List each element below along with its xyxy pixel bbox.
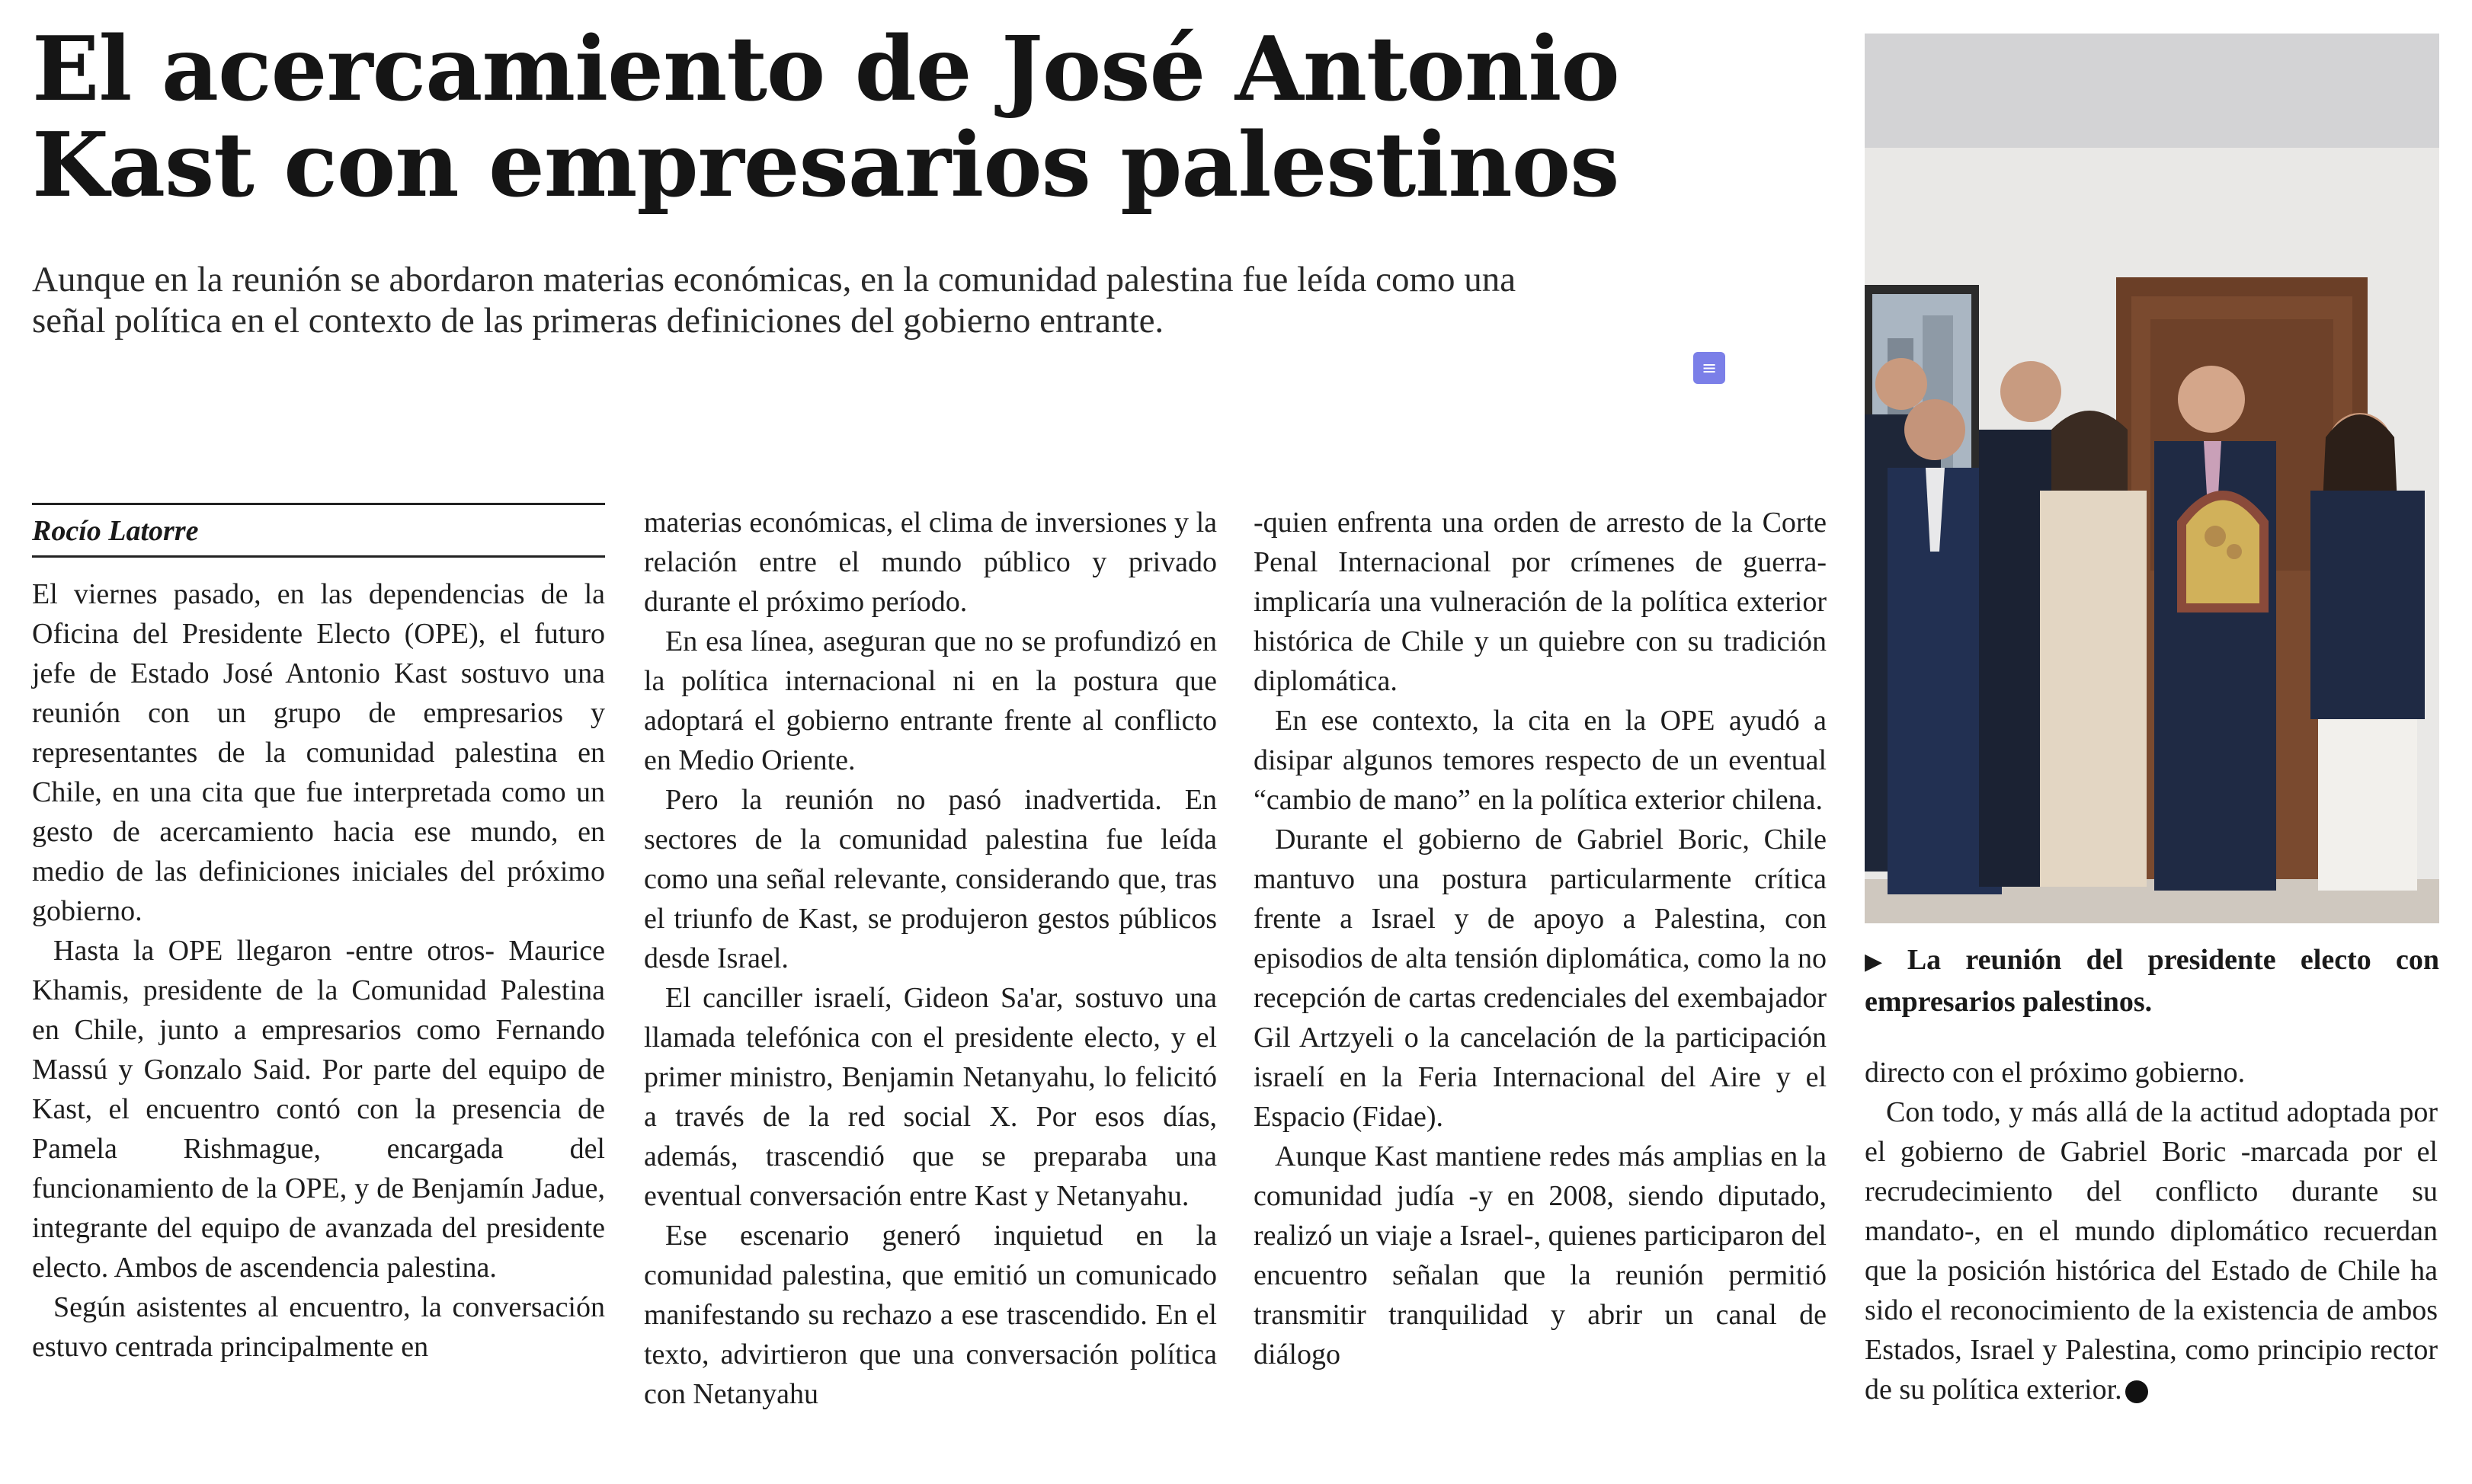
article-column-2 (644, 503, 1217, 1414)
paragraph: Según asistentes al encuentro, la conversación estuvo centrada principalmente en (32, 1291, 605, 1363)
paragraph: Hasta la OPE llegaron -entre otros- Maurice Khamis, presidente de la Comunidad Palestina en Chile, junto a empresarios como Fernando Massú y Gonzalo Said. Por parte del equipo de Kast, el encuentro contó con la presencia de Pamela Rishmague, encargada del funcionamiento de la OPE, y de Benjamín Jadue, integrante del equipo de avanzada del presidente electo. Ambos de ascendencia palestina. (32, 935, 605, 1284)
byline-rule (32, 503, 605, 558)
caption-text: La reunión del presidente electo con empresarios palestinos. (1865, 944, 2439, 1018)
person-outfit (2310, 491, 2425, 719)
person-hair (2051, 411, 2128, 491)
photo-caption (1865, 940, 2439, 1022)
person-trousers (2318, 719, 2417, 891)
paragraph: Ese escenario generó inquietud en la comunidad palestina, que emitió un comunicado manifestando su rechazo a ese trascendido. En el texto, advirtieron que una conversación política con Netanyahu (644, 1220, 1217, 1410)
paragraph: En esa línea, aseguran que no se profundizó en la política internacional ni en la postura que adoptará el gobierno entrante frente al conflicto en Medio Oriente. (644, 625, 1217, 776)
article-column-4 (1865, 1053, 2438, 1409)
paragraph: directo con el próximo gobierno. (1865, 1057, 2246, 1089)
dek: Aunque en la reunión se abordaron materias económicas, en la comunidad palestina fue leída como una señal política en el contexto de las primeras definiciones del gobierno entrante. (32, 260, 1516, 341)
byline: Rocío Latorre (32, 515, 199, 547)
caption-arrow-icon: ▶ (1865, 948, 1900, 975)
paragraph: Pero la reunión no pasó inadvertida. En sectores de la comunidad palestina fue leída como una señal relevante, considerando que, tras el triunfo de Kast, se produjeron gestos públicos desde Israel. (644, 784, 1217, 974)
headline: El acercamiento de José Antonio Kast con empresarios palestinos (32, 18, 1619, 217)
person-outfit (2040, 491, 2147, 887)
article-column-3 (1254, 503, 1827, 1374)
paragraph: -quien enfrenta una orden de arresto de la Corte Penal Internacional por crímenes de guerra- implicaría una vulneración de la política exterior histórica de Chile y un quiebre con su tradición diplomática. (1254, 507, 1827, 697)
religious-icon-figure (2205, 526, 2226, 547)
news-photo (1865, 34, 2439, 923)
photo-illustration (1865, 34, 2439, 923)
person-head (2000, 361, 2061, 422)
end-mark-icon (2125, 1380, 2148, 1403)
paragraph: Aunque Kast mantiene redes más amplias en la comunidad judía -y en 2008, siendo diputado, realizó un viaje a Israel-, quienes participaron del encuentro señalan que la reunión permitió transmitir tranquilidad y abrir un canal de diálogo (1254, 1140, 1827, 1370)
paragraph: El canciller israelí, Gideon Sa'ar, sostuvo una llamada telefónica con el presidente electo, y el primer ministro, Benjamin Netanyahu, lo felicitó a través de la red social X. Por esos días, además, trascendió que se preparaba una eventual conversación entre Kast y Netanyahu. (644, 982, 1217, 1212)
paragraph-text: Con todo, y más allá de la actitud adoptada por el gobierno de Gabriel Boric -marcada por el recrudecimiento del conflicto durante su mandato-, en el mundo diplomático recuerdan que la posición histórica del Estado de Chile ha sido el reconocimiento de la existencia de ambos Estados, Israel y Palestina, como principio rector de su política exterior. (1865, 1096, 2438, 1406)
ceiling (1865, 34, 2439, 148)
note-icon[interactable]: ≡ (1693, 352, 1725, 384)
religious-icon (2186, 501, 2259, 604)
person-head (2178, 366, 2245, 433)
person-head (1904, 399, 1965, 460)
article-column-1 (32, 503, 605, 1367)
person-head (1875, 358, 1927, 410)
paragraph: El viernes pasado, en las dependencias de la Oficina del Presidente Electo (OPE), el futuro jefe de Estado José Antonio Kast sostuvo una reunión con un grupo de empresarios y representantes de la comunidad palestina en Chile, en una cita que fue interpretada como un gesto de acercamiento hacia ese mundo, en medio de las definiciones iniciales del próximo gobierno. (32, 578, 605, 927)
paragraph-final (1865, 1092, 2438, 1409)
paragraph: Durante el gobierno de Gabriel Boric, Chile mantuvo una postura particularmente crítica frente a Israel y de apoyo a Palestina, con episodios de alta tensión diplomática, como la no recepción de cartas credenciales del exembajador Gil Artzyeli o la cancelación de la participación israelí en la Feria Internacional del Aire y el Espacio (Fidae). (1254, 824, 1827, 1133)
paragraph: materias económicas, el clima de inversiones y la relación entre el mundo público y privado durante el próximo período. (644, 507, 1217, 618)
religious-icon-figure (2227, 544, 2242, 559)
paragraph: En ese contexto, la cita en la OPE ayudó a disipar algunos temores respecto de un eventual “cambio de mano” en la política exterior chilena. (1254, 705, 1827, 816)
